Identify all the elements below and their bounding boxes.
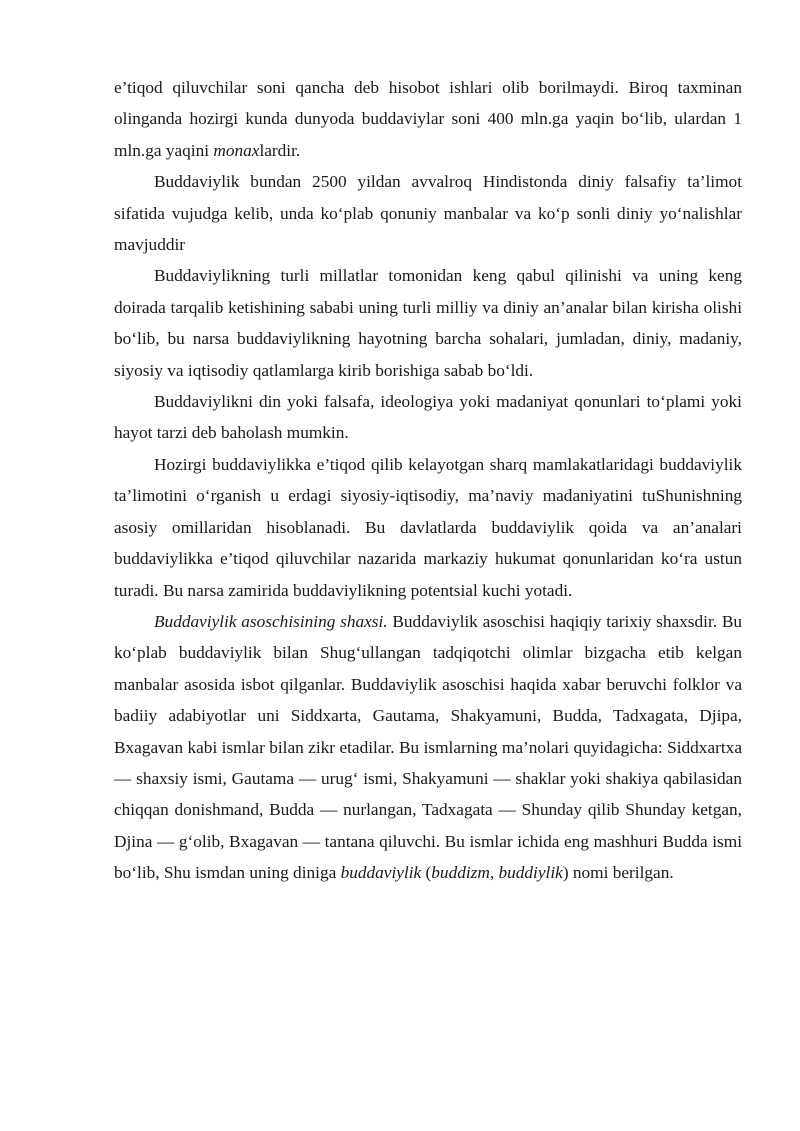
- monax-term: monax: [213, 140, 260, 160]
- paragraph-3: Buddaviylikning turli millatlar tomonidan keng qabul qilinishi va uning keng doirada tarqalib ketishining sababi uning turli milliy va diniy an’analar bilan kirisha olishi bo‘lib, bu narsa buddaviylikning hayotning barcha sohalari, jumladan, diniy, madaniy, siyosiy va iqtisodiy qatlamlarga kirib borishiga sabab bo‘ldi.: [114, 266, 742, 380]
- term-buddizm: buddizm, buddiylik: [431, 863, 563, 883]
- section-heading: Buddaviylik asoschisining shaxsi.: [154, 611, 388, 631]
- paragraph-1-end: lardir.: [259, 140, 301, 160]
- paragraph-1: [114, 72, 742, 166]
- paragraph-6: [114, 606, 742, 889]
- paragraph-4: Buddaviylikni din yoki falsafa, ideologiya yoki madaniyat qonunlari to‘plami yoki hayot tarzi deb baholash mumkin.: [114, 392, 742, 443]
- document-page: [114, 72, 742, 889]
- paragraph-2: Buddaviylik bundan 2500 yildan avvalroq Hindistonda diniy falsafiy ta’limot sifatida vujudga kelib, unda ko‘plab qonuniy manbalar va ko‘p sonli diniy yo‘nalishlar mavjuddir: [114, 172, 742, 255]
- paragraph-6-body: Buddaviylik asoschisi haqiqiy tarixiy shaxsdir. Bu ko‘plab buddaviylik bilan Shug‘ullangan tadqiqotchi olimlar bizgacha etib kelgan manbalar asosida isbot qilganlar. Buddaviylik asoschisi haqida xabar beruvchi folklor va badiiy adabiyotlar uni Siddxarta, Gautama, Shakyamuni, Budda, Tadxagata, Djipa, Bxagavan kabi ismlar bilan zikr etadilar. Bu ismlarning ma’nolari quyidagicha: Siddxartxa — shaxsiy ismi, Gautama — urug‘ ismi, Shakyamuni — shaklar yoki shakiya qabilasidan chiqqan donishmand, Budda — nurlangan, Tadxagata — Shunday qilib Shunday ketgan, Djina — g‘olib, Bxagavan — tantana qiluvchi. Bu ismlar ichida eng mashhuri Budda ismi bo‘lib, Shu ismdan uning diniga: [114, 611, 743, 883]
- paragraph-5: Hozirgi buddaviylikka e’tiqod qilib kelayotgan sharq mamlakatlaridagi buddaviylik ta’limotini o‘rganish u erdagi siyosiy-iqtisodiy, ma’naviy madaniyatini tuShunishning asosiy omillaridan hisoblanadi. Bu davlatlarda buddaviylik qoida va an’analari buddaviylikka e’tiqod qiluvchilar nazarida markaziy hukumat qonunlaridan ko‘ra ustun turadi. Bu narsa zamirida buddaviylikning potentsial kuchi yotadi.: [114, 454, 742, 600]
- term-buddaviylik: buddaviylik: [340, 863, 422, 883]
- paragraph-6-end: ) nomi berilgan.: [562, 863, 674, 883]
- paren-open: (: [421, 863, 432, 883]
- paragraph-1-text: e’tiqod qiluvchilar soni qancha deb hisobot ishlari olib borilmaydi. Biroq taxminan olinganda hozirgi kunda dunyoda buddaviylar soni 400 mln.ga yaqin bo‘lib, ulardan 1 mln.ga yaqini: [114, 78, 742, 160]
